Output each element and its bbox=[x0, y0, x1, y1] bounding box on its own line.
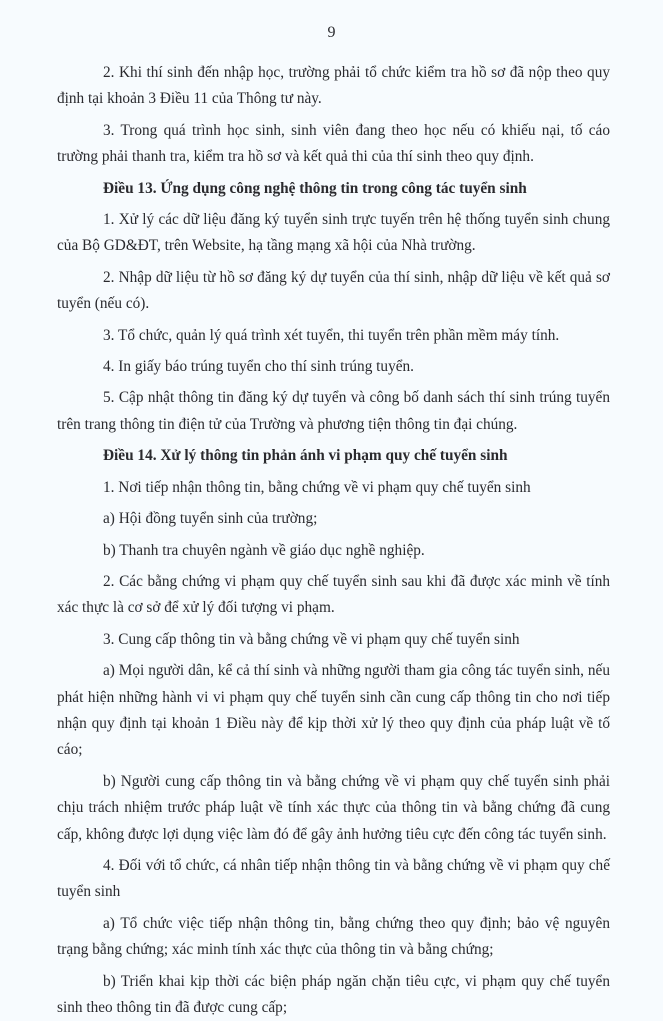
paragraph-art14-clause4a: a) Tổ chức việc tiếp nhận thông tin, bằng chứng theo quy định; bảo vệ nguyên trạng bằng chứng; xác minh tính xác thực của thông tin và bằng chứng; bbox=[57, 914, 610, 959]
heading-article-13: Điều 13. Ứng dụng công nghệ thông tin trong công tác tuyển sinh bbox=[103, 179, 527, 197]
paragraph-art14-clause3b: b) Người cung cấp thông tin và bằng chứng về vi phạm quy chế tuyển sinh phải chịu trách nhiệm trước pháp luật về tính xác thực của thông tin và bằng chứng đã cung cấp, không được lợi dụng việc làm đó để gây ảnh hưởng tiêu cực đến công tác tuyển sinh. bbox=[57, 772, 610, 843]
paragraph-art12-clause2: 2. Khi thí sinh đến nhập học, trường phải tổ chức kiểm tra hồ sơ đã nộp theo quy định tại khoản 3 Điều 11 của Thông tư này. bbox=[57, 64, 610, 108]
paragraph-art14-clause1: 1. Nơi tiếp nhận thông tin, bằng chứng về vi phạm quy chế tuyển sinh bbox=[103, 478, 531, 496]
paragraph-art14-clause2: 2. Các bằng chứng vi phạm quy chế tuyển sinh sau khi đã được xác minh về tính xác thực là cơ sở để xử lý đối tượng vi phạm. bbox=[57, 572, 610, 617]
paragraph-art12-clause3: 3. Trong quá trình học sinh, sinh viên đang theo học nếu có khiếu nại, tố cáo trường phải thanh tra, kiểm tra hồ sơ và kết quả thi của thí sinh theo quy định. bbox=[57, 121, 610, 166]
paragraph-art14-clause4b: b) Triển khai kịp thời các biện pháp ngăn chặn tiêu cực, vi phạm quy chế tuyển sinh theo thông tin đã được cung cấp; bbox=[57, 972, 610, 1016]
paragraph-art14-clause3a: a) Mọi người dân, kể cả thí sinh và những người tham gia công tác tuyển sinh, nếu phát hiện những hành vi vi phạm quy chế tuyển sinh cần cung cấp thông tin cho nơi tiếp nhận quy định tại khoản 1 Điều này để kịp thời xử lý theo quy định của pháp luật về tố cáo; bbox=[57, 662, 610, 759]
paragraph-art14-clause1b: b) Thanh tra chuyên ngành về giáo dục nghề nghiệp. bbox=[103, 541, 425, 559]
document-body bbox=[57, 60, 610, 1021]
paragraph-art14-clause3: 3. Cung cấp thông tin và bằng chứng về vi phạm quy chế tuyển sinh bbox=[103, 630, 520, 648]
paragraph-art13-clause4: 4. In giấy báo trúng tuyển cho thí sinh trúng tuyển. bbox=[103, 358, 414, 376]
page-number: 9 bbox=[327, 24, 336, 41]
paragraph-art14-clause1a: a) Hội đồng tuyển sinh của trường; bbox=[103, 510, 318, 528]
paragraph-art13-clause3: 3. Tổ chức, quản lý quá trình xét tuyển, thi tuyển trên phần mềm máy tính. bbox=[103, 326, 560, 344]
paragraph-art13-clause1: 1. Xử lý các dữ liệu đăng ký tuyển sinh trực tuyến trên hệ thống tuyển sinh chung của Bộ GD&ĐT, trên Website, hạ tầng mạng xã hội của Nhà trường. bbox=[57, 211, 610, 255]
heading-article-14: Điều 14. Xử lý thông tin phản ánh vi phạm quy chế tuyển sinh bbox=[103, 447, 508, 465]
paragraph-art13-clause2: 2. Nhập dữ liệu từ hồ sơ đăng ký dự tuyển của thí sinh, nhập dữ liệu về kết quả sơ tuyển (nếu có). bbox=[57, 268, 610, 313]
paragraph-art14-clause4: 4. Đối với tổ chức, cá nhân tiếp nhận thông tin và bằng chứng về vi phạm quy chế tuyển sinh bbox=[57, 856, 610, 901]
paragraph-art13-clause5: 5. Cập nhật thông tin đăng ký dự tuyển và công bố danh sách thí sinh trúng tuyển trên trang thông tin điện tử của Trường và phương tiện thông tin đại chúng. bbox=[57, 389, 610, 433]
